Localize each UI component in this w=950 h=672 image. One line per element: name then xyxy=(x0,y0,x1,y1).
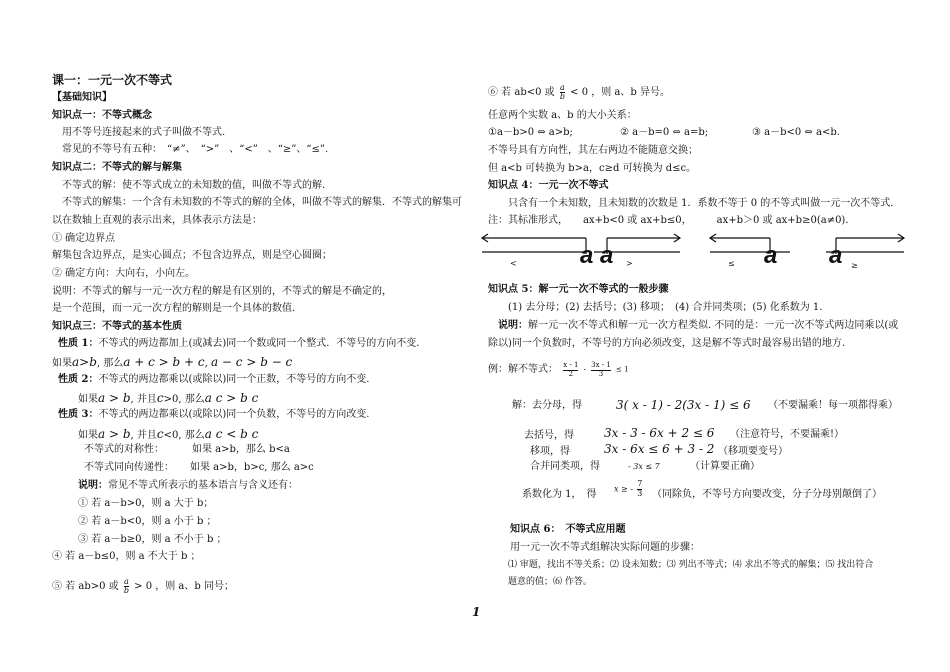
k2-line6: ② 确定方向：大向右，小向左。 xyxy=(52,268,196,279)
property1-label: 性质 1： xyxy=(58,338,99,349)
property2-gt: >0, 那么 xyxy=(163,394,205,405)
note-item-2: ② 若 a－b<0，则 a 小于 b ； xyxy=(78,516,217,527)
property3-label: 性质 3： xyxy=(58,409,99,420)
step5-label: 系数化为 1， 得 xyxy=(522,489,597,500)
k6-line3: 题意的值；⑹ 作答。 xyxy=(508,577,592,587)
property2-and: , 并且 xyxy=(130,394,157,405)
note-item-6-b: < 0 ，则 a、b 异号。 xyxy=(570,87,670,98)
note-item-5-num: a xyxy=(124,577,129,586)
step4-note: （计算要正确） xyxy=(690,461,760,472)
k4-line1: 只含有一个未知数，且未知数的次数是 1．系数不等于 0 的不等式叫做一元一次不等式． xyxy=(508,198,901,209)
note-text: 常见不等式所表示的基本语言与含义还有： xyxy=(108,480,298,491)
step3-label: 移项，得 xyxy=(530,446,570,457)
note-item-5-a: ⑤ 若 ab>0 或 xyxy=(52,581,119,592)
k1-line2: 常见的不等号有五种： “≠”、 “>” 、“<” 、“≥”、“≤”. xyxy=(62,144,329,155)
number-line-2-label: a xyxy=(600,242,614,269)
compare-2: ② a－b=0 ⇔ a=b; xyxy=(620,127,709,138)
step1-math: 3( x - 1) - 2(3x - 1) ≤ 6 xyxy=(616,398,751,412)
k2-line4: ① 确定边界点 xyxy=(52,233,116,244)
page-number: 1 xyxy=(472,605,481,619)
k3-heading: 知识点三：不等式的基本性质 xyxy=(52,321,182,332)
step1-label: 解：去分母，得 xyxy=(512,400,582,411)
property1-then: , 那么 xyxy=(96,358,124,369)
step5-x: x ≥ - xyxy=(614,484,634,494)
property2-cond: a > b xyxy=(98,391,131,405)
property3-if: 如果 xyxy=(78,430,98,441)
property1-f1: a + c > b + c xyxy=(123,355,205,369)
property1-b: b xyxy=(89,355,97,369)
number-line-3-label: a xyxy=(764,242,778,269)
property1-text: 不等式的两边都加上(或减去)同一个数或同一个整式．不等号的方向不变． xyxy=(98,338,427,349)
property1-f2: a − c > b − c xyxy=(210,355,293,369)
k6-line2: ⑴ 审题，找出不等关系；⑵ 设未知数；⑶ 列出不等式；⑷ 求出不等式的解集；⑸ 找出符合 xyxy=(508,560,874,570)
property1-if: 如果 xyxy=(52,358,72,369)
property2-result: a c > b c xyxy=(204,391,259,405)
example-frac2-den: 3 xyxy=(598,369,604,378)
example-frac1-num: x - 1 xyxy=(563,361,579,369)
property2-text: 不等式的两边都乘以(或除以)同一个正数，不等号的方向不变. xyxy=(98,374,370,385)
example-problem xyxy=(488,362,629,378)
property3-cond: a > b xyxy=(98,427,131,441)
property2-if: 如果 xyxy=(78,394,98,405)
note-item-6-a: ⑥ 若 ab<0 或 xyxy=(488,87,555,98)
note-item-3: ③ 若 a－b≥0，则 a 不小于 b ； xyxy=(78,534,227,545)
direction-line1: 不等号具有方向性，其左右两边不能随意交换； xyxy=(488,145,698,156)
number-line-3-sign: ≤ xyxy=(728,259,735,268)
property3-result: a c < b c xyxy=(204,427,259,441)
k5-steps: (1) 去分母；(2) 去括号；(3) 移项； (4) 合并同类项；(5) 化系数为 1. xyxy=(508,302,823,313)
section-basic: 【基础知识】 xyxy=(52,92,112,103)
k1-line1: 用不等号连接起来的式子叫做不等式. xyxy=(62,127,226,138)
compare-3: ③ a－b<0 ⇔ a<b. xyxy=(752,127,840,138)
transitivity-text: 如果 a>b，b>c, 那么 a>c xyxy=(190,462,314,473)
number-line-1-sign: < xyxy=(510,259,517,268)
k2-line8: 是一个范围，而一元一次方程的解则是一个具体的数值. xyxy=(52,303,296,314)
k4-heading: 知识点 4：一元一次不等式 xyxy=(488,180,609,191)
step2-note: （注意符号，不要漏乘!） xyxy=(730,429,845,440)
k1-heading: 知识点一：不等式概念 xyxy=(52,110,152,121)
k2-line3: 以在数轴上直观的表示出来，具体表示方法是： xyxy=(52,215,262,226)
property1-formula: 如果a>b, 那么a + c > b + c, a − c > b − c xyxy=(52,355,293,369)
example-frac1-den: 2 xyxy=(568,369,574,378)
note-item-4: ④ 若 a－b≤0，则 a 不大于 b ； xyxy=(52,551,201,562)
k5-heading: 知识点 5：解一元一次不等式的一般步骤 xyxy=(488,284,669,295)
k4-line2: 注：其标准形式， ax+b<0 或 ax+b≤0， ax+b＞0 或 ax+b≥0(a≠0)． xyxy=(488,215,856,226)
example-minus: - xyxy=(583,365,586,374)
step2-label: 去括号，得 xyxy=(524,430,574,441)
compare-heading: 任意两个实数 a、b 的大小关系： xyxy=(488,110,637,121)
k2-line2: 不等式的解集：一个含有未知数的不等式的解的全体，叫做不等式的解集．不等式的解集可 xyxy=(62,197,462,208)
k6-heading: 知识点 6： 不等式应用题 xyxy=(510,524,626,535)
number-line-1-label: a xyxy=(580,242,594,269)
k5-note-text1: 解一元一次不等式和解一元一次方程类似. 不同的是：一元一次不等式两边同乘以(或 xyxy=(528,320,899,331)
k2-heading: 知识点二：不等式的解与解集 xyxy=(52,162,182,173)
step5-math xyxy=(614,480,643,499)
number-line-4-sign: ≥ xyxy=(851,261,858,270)
note-item-6-num: a xyxy=(560,83,565,92)
property1-a: a xyxy=(72,355,80,369)
step3-math: 3x - 6x ≤ 6 + 3 - 2 xyxy=(604,442,715,456)
step1-note: （不要漏乘！每一项都得乘） xyxy=(768,400,898,411)
note-item-6-den: b xyxy=(559,92,565,101)
example-le: ≤ 1 xyxy=(616,365,629,374)
k5-note-label: 说明： xyxy=(498,320,528,331)
step4-label: 合并同类项，得 xyxy=(530,461,600,472)
k5-note-line1 xyxy=(498,321,898,331)
property3-text: 不等式的两边都乘以(或除以)同一个负数，不等号的方向改变. xyxy=(98,409,370,420)
symmetry-label: 不等式的对称性： xyxy=(84,444,164,455)
property3-c: c xyxy=(156,427,164,441)
direction-line2: 但 a<b 可转换为 b>a，c≥d 可转换为 d≤c。 xyxy=(488,163,697,174)
transitivity-label: 不等式同向传递性： xyxy=(84,462,174,473)
step5-note: （同除负，不等号方向要改变，分子分母别颠倒了） xyxy=(652,489,882,500)
step5-num: 7 xyxy=(637,479,643,488)
k5-note-line2: 除以)同一个负数时，不等号的方向必须改变，这是解不等式时最容易出错的地方. xyxy=(488,338,846,349)
step3-note: （移项要变号） xyxy=(718,446,788,457)
property3-lt: <0, 那么 xyxy=(163,430,205,441)
k2-line1: 不等式的解：使不等式成立的未知数的值，叫做不等式的解. xyxy=(62,180,326,191)
k2-line7: 说明：不等式的解与一元一次方程的解是有区别的，不等式的解是不确定的， xyxy=(52,286,392,297)
note-item-1: ① 若 a－b>0，则 a 大于 b； xyxy=(78,498,214,509)
step4-math: - 3x ≤ 7 xyxy=(628,462,660,471)
number-line-4-label: a xyxy=(829,242,843,269)
k6-line1: 用一元一次不等式组解决实际问题的步骤： xyxy=(510,542,700,553)
property2-c: c xyxy=(156,391,164,405)
example-label: 例：解不等式： xyxy=(488,364,558,376)
k2-line5: 解集包含边界点，是实心圆点；不包含边界点，则是空心圆圈； xyxy=(52,250,332,261)
property2-label: 性质 2： xyxy=(58,374,99,385)
number-line-2-sign: > xyxy=(626,259,633,268)
symmetry-text: 如果 a>b，那么 b<a xyxy=(192,444,290,455)
property3-and: , 并且 xyxy=(130,430,157,441)
note-label: 说明： xyxy=(78,480,108,491)
compare-1: ①a－b>0 ⇔ a>b; xyxy=(488,127,573,138)
note-item-5-b: > 0 ，则 a、b 同号； xyxy=(134,581,234,592)
step5-den: 3 xyxy=(637,488,643,498)
example-frac2-num: 3x - 1 xyxy=(591,361,611,369)
note-item-5-den: b xyxy=(123,586,129,595)
page-title: 课一：一元一次不等式 xyxy=(52,73,173,87)
step2-math: 3x - 3 - 6x + 2 ≤ 6 xyxy=(604,426,715,440)
